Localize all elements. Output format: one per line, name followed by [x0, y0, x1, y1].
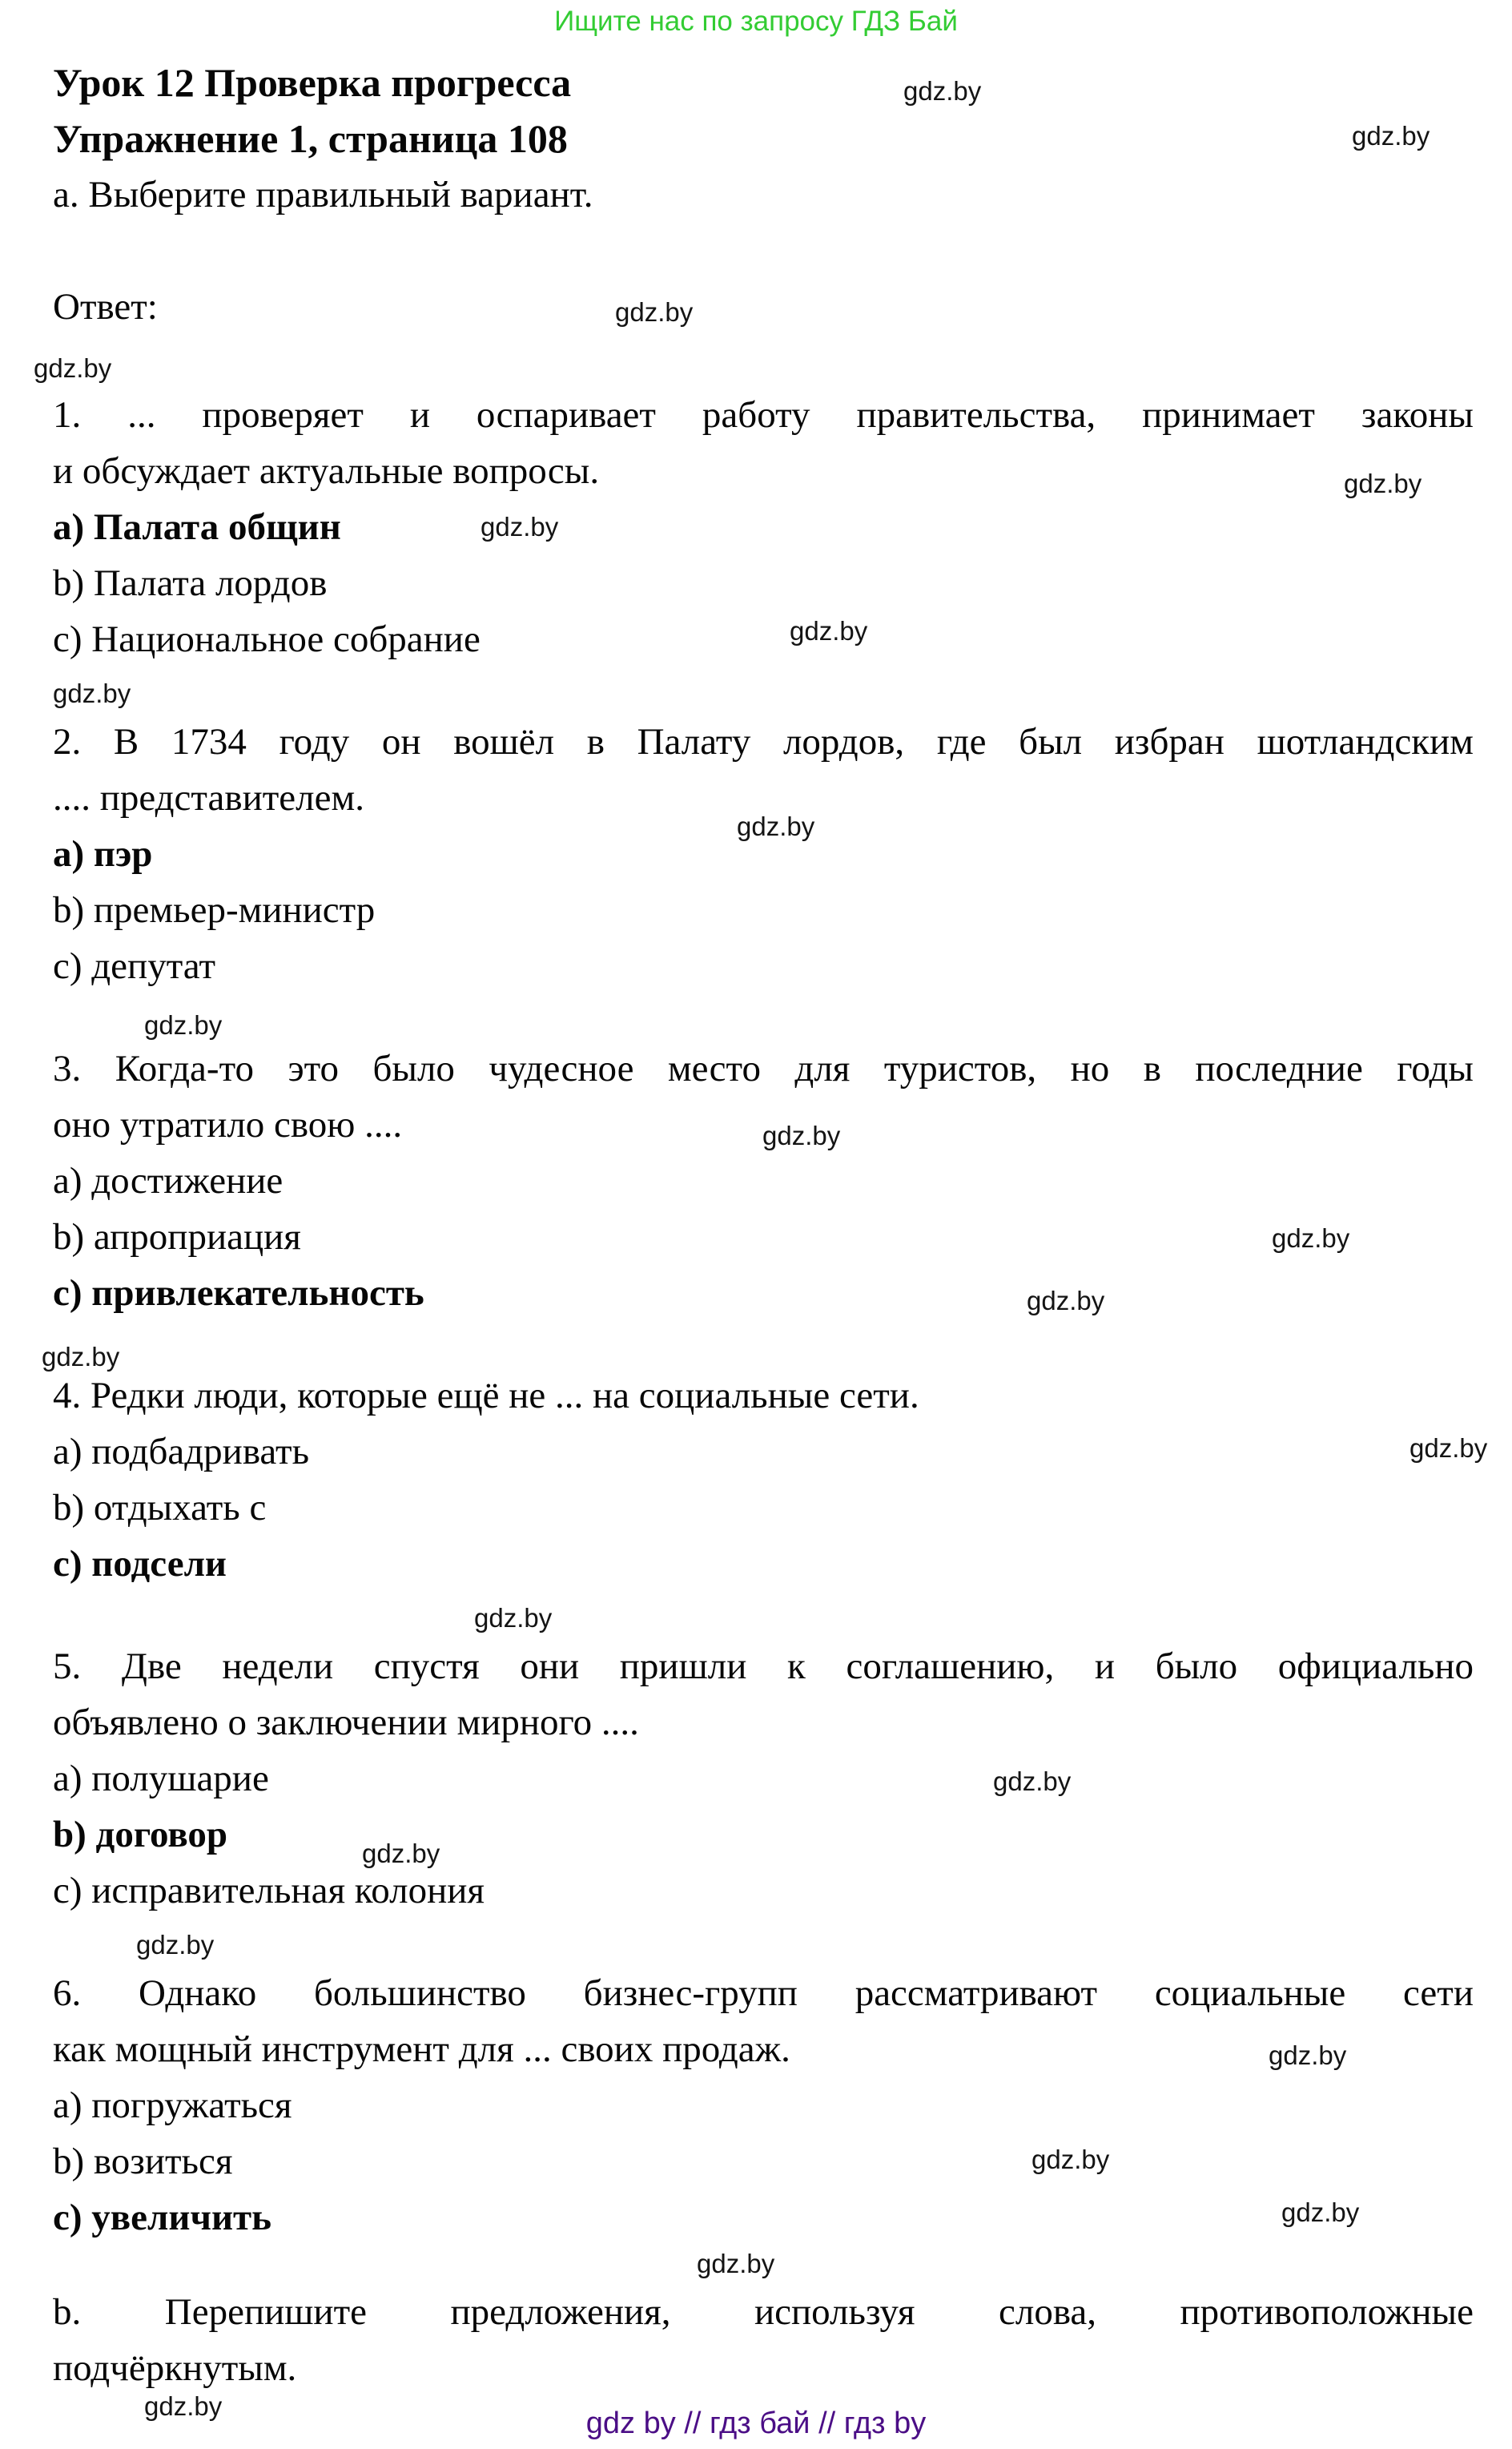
watermark: gdz.by: [144, 1010, 223, 1040]
question-3: [53, 1041, 1474, 1321]
question-text: 2. В 1734 году он вошёл в Палату лордов, где был избран шотландским: [53, 721, 1474, 763]
option-text: полушарие: [91, 1758, 269, 1799]
option-b: [53, 1209, 1474, 1265]
question-text: оно утратило свою ....: [53, 1104, 403, 1146]
question-text: объявлено о заключении мирного ....: [53, 1702, 639, 1743]
watermark: gdz.by: [362, 1839, 440, 1868]
option-text: погружаться: [91, 2084, 292, 2126]
option-label: a): [53, 833, 85, 875]
task-b-text: b. Перепишите предложения, используя слова, противоположные: [53, 2291, 1474, 2333]
watermark: gdz.by: [762, 1121, 841, 1150]
option-text: премьер-министр: [93, 889, 376, 931]
watermark: gdz.by: [136, 1930, 215, 1960]
option-text: договор: [95, 1814, 228, 1855]
watermark: gdz.by: [481, 512, 559, 542]
watermark: gdz.by: [474, 1603, 553, 1633]
option-label: a): [53, 1431, 82, 1472]
question-text: 6. Однако большинство бизнес-групп рассматривают социальные сети: [53, 1972, 1474, 2014]
option-label: b): [53, 1814, 86, 1855]
option-text: Палата лордов: [93, 562, 328, 604]
task-b-text: подчёркнутым.: [53, 2347, 297, 2389]
option-label: b): [53, 1216, 85, 1258]
option-text: привлекательность: [91, 1272, 424, 1314]
watermark: gdz.by: [697, 2249, 775, 2278]
option-text: исправительная колония: [91, 1870, 485, 1911]
option-b: [53, 882, 1474, 938]
option-b: [53, 1807, 1474, 1863]
option-b: [53, 1480, 1474, 1536]
question-2: [53, 714, 1474, 994]
option-label: b): [53, 2141, 85, 2182]
option-text: подсели: [91, 1543, 227, 1585]
option-label: c): [53, 1272, 82, 1314]
option-a: [53, 1750, 1474, 1807]
question-5: [53, 1638, 1474, 1919]
option-c: [53, 938, 1474, 994]
question-4: [53, 1367, 1474, 1592]
watermark: gdz.by: [615, 297, 694, 327]
option-b: [53, 555, 1474, 611]
question-text: .... представителем.: [53, 777, 364, 819]
option-text: отдыхать с: [93, 1487, 267, 1529]
option-c: [53, 1536, 1474, 1592]
option-text: достижение: [91, 1160, 284, 1202]
promo-banner: Ищите нас по запросу ГДЗ Бай: [554, 6, 958, 37]
page-title-line2: Упражнение 1, страница 108: [53, 116, 568, 161]
watermark: gdz.by: [34, 353, 112, 383]
question-1: [53, 387, 1474, 667]
watermark: gdz.by: [1031, 2145, 1110, 2174]
option-text: возиться: [93, 2141, 233, 2182]
option-label: b): [53, 562, 85, 604]
watermark: gdz.by: [1409, 1433, 1488, 1463]
question-text: 4. Редки люди, которые ещё не ... на социальные сети.: [53, 1375, 919, 1416]
page-title-line1: Урок 12 Проверка прогресса: [53, 60, 572, 105]
option-a: [53, 2077, 1474, 2133]
option-label: c): [53, 945, 82, 987]
watermark: gdz.by: [903, 76, 982, 106]
option-text: подбадривать: [91, 1431, 310, 1472]
watermark: gdz.by: [42, 1342, 120, 1372]
watermark: gdz.by: [790, 616, 868, 646]
option-label: c): [53, 1543, 82, 1585]
question-text: 3. Когда-то это было чудесное место для туристов, но в последние годы: [53, 1048, 1474, 1090]
watermark: gdz.by: [1344, 469, 1422, 498]
option-text: увеличить: [91, 2197, 271, 2238]
question-text: как мощный инструмент для ... своих продаж.: [53, 2028, 790, 2070]
watermark: gdz.by: [53, 679, 131, 708]
option-label: c): [53, 1870, 82, 1911]
option-label: a): [53, 1160, 82, 1202]
watermark: gdz.by: [144, 2391, 223, 2421]
option-text: апроприация: [93, 1216, 301, 1258]
option-label: b): [53, 1487, 85, 1529]
watermark: gdz.by: [993, 1766, 1072, 1796]
option-text: депутат: [91, 945, 215, 987]
option-b: [53, 2133, 1474, 2189]
option-text: Палата общин: [93, 506, 341, 548]
option-c: [53, 2189, 1474, 2246]
footer-text: gdz by // гдз бай // гдз by: [585, 2407, 927, 2440]
option-a: [53, 1424, 1474, 1480]
watermark: gdz.by: [1269, 2040, 1347, 2070]
option-c: [53, 1863, 1474, 1919]
watermark: gdz.by: [1272, 1223, 1350, 1253]
option-c: [53, 611, 1474, 667]
answer-label: Ответ:: [53, 286, 158, 328]
question-text: 5. Две недели спустя они пришли к соглашению, и было официально: [53, 1645, 1474, 1687]
question-6: [53, 1965, 1474, 2246]
option-text: пэр: [93, 833, 153, 875]
watermark: gdz.by: [1281, 2197, 1360, 2227]
watermark: gdz.by: [1352, 121, 1430, 151]
question-text: и обсуждает актуальные вопросы.: [53, 450, 600, 492]
task-a-label: а. Выберите правильный вариант.: [53, 174, 593, 215]
option-label: a): [53, 2084, 82, 2126]
option-a: [53, 499, 1474, 555]
option-a: [53, 1153, 1474, 1209]
page-content: [53, 38, 1474, 2396]
option-label: a): [53, 1758, 82, 1799]
task-b: [53, 2284, 1474, 2396]
option-c: [53, 1265, 1474, 1321]
watermark: gdz.by: [737, 812, 815, 841]
option-label: a): [53, 506, 85, 548]
option-label: c): [53, 618, 82, 660]
option-label: c): [53, 2197, 82, 2238]
watermark: gdz.by: [1027, 1286, 1105, 1315]
option-text: Национальное собрание: [91, 618, 481, 660]
option-label: b): [53, 889, 85, 931]
question-text: 1. ... проверяет и оспаривает работу правительства, принимает законы: [53, 394, 1474, 436]
